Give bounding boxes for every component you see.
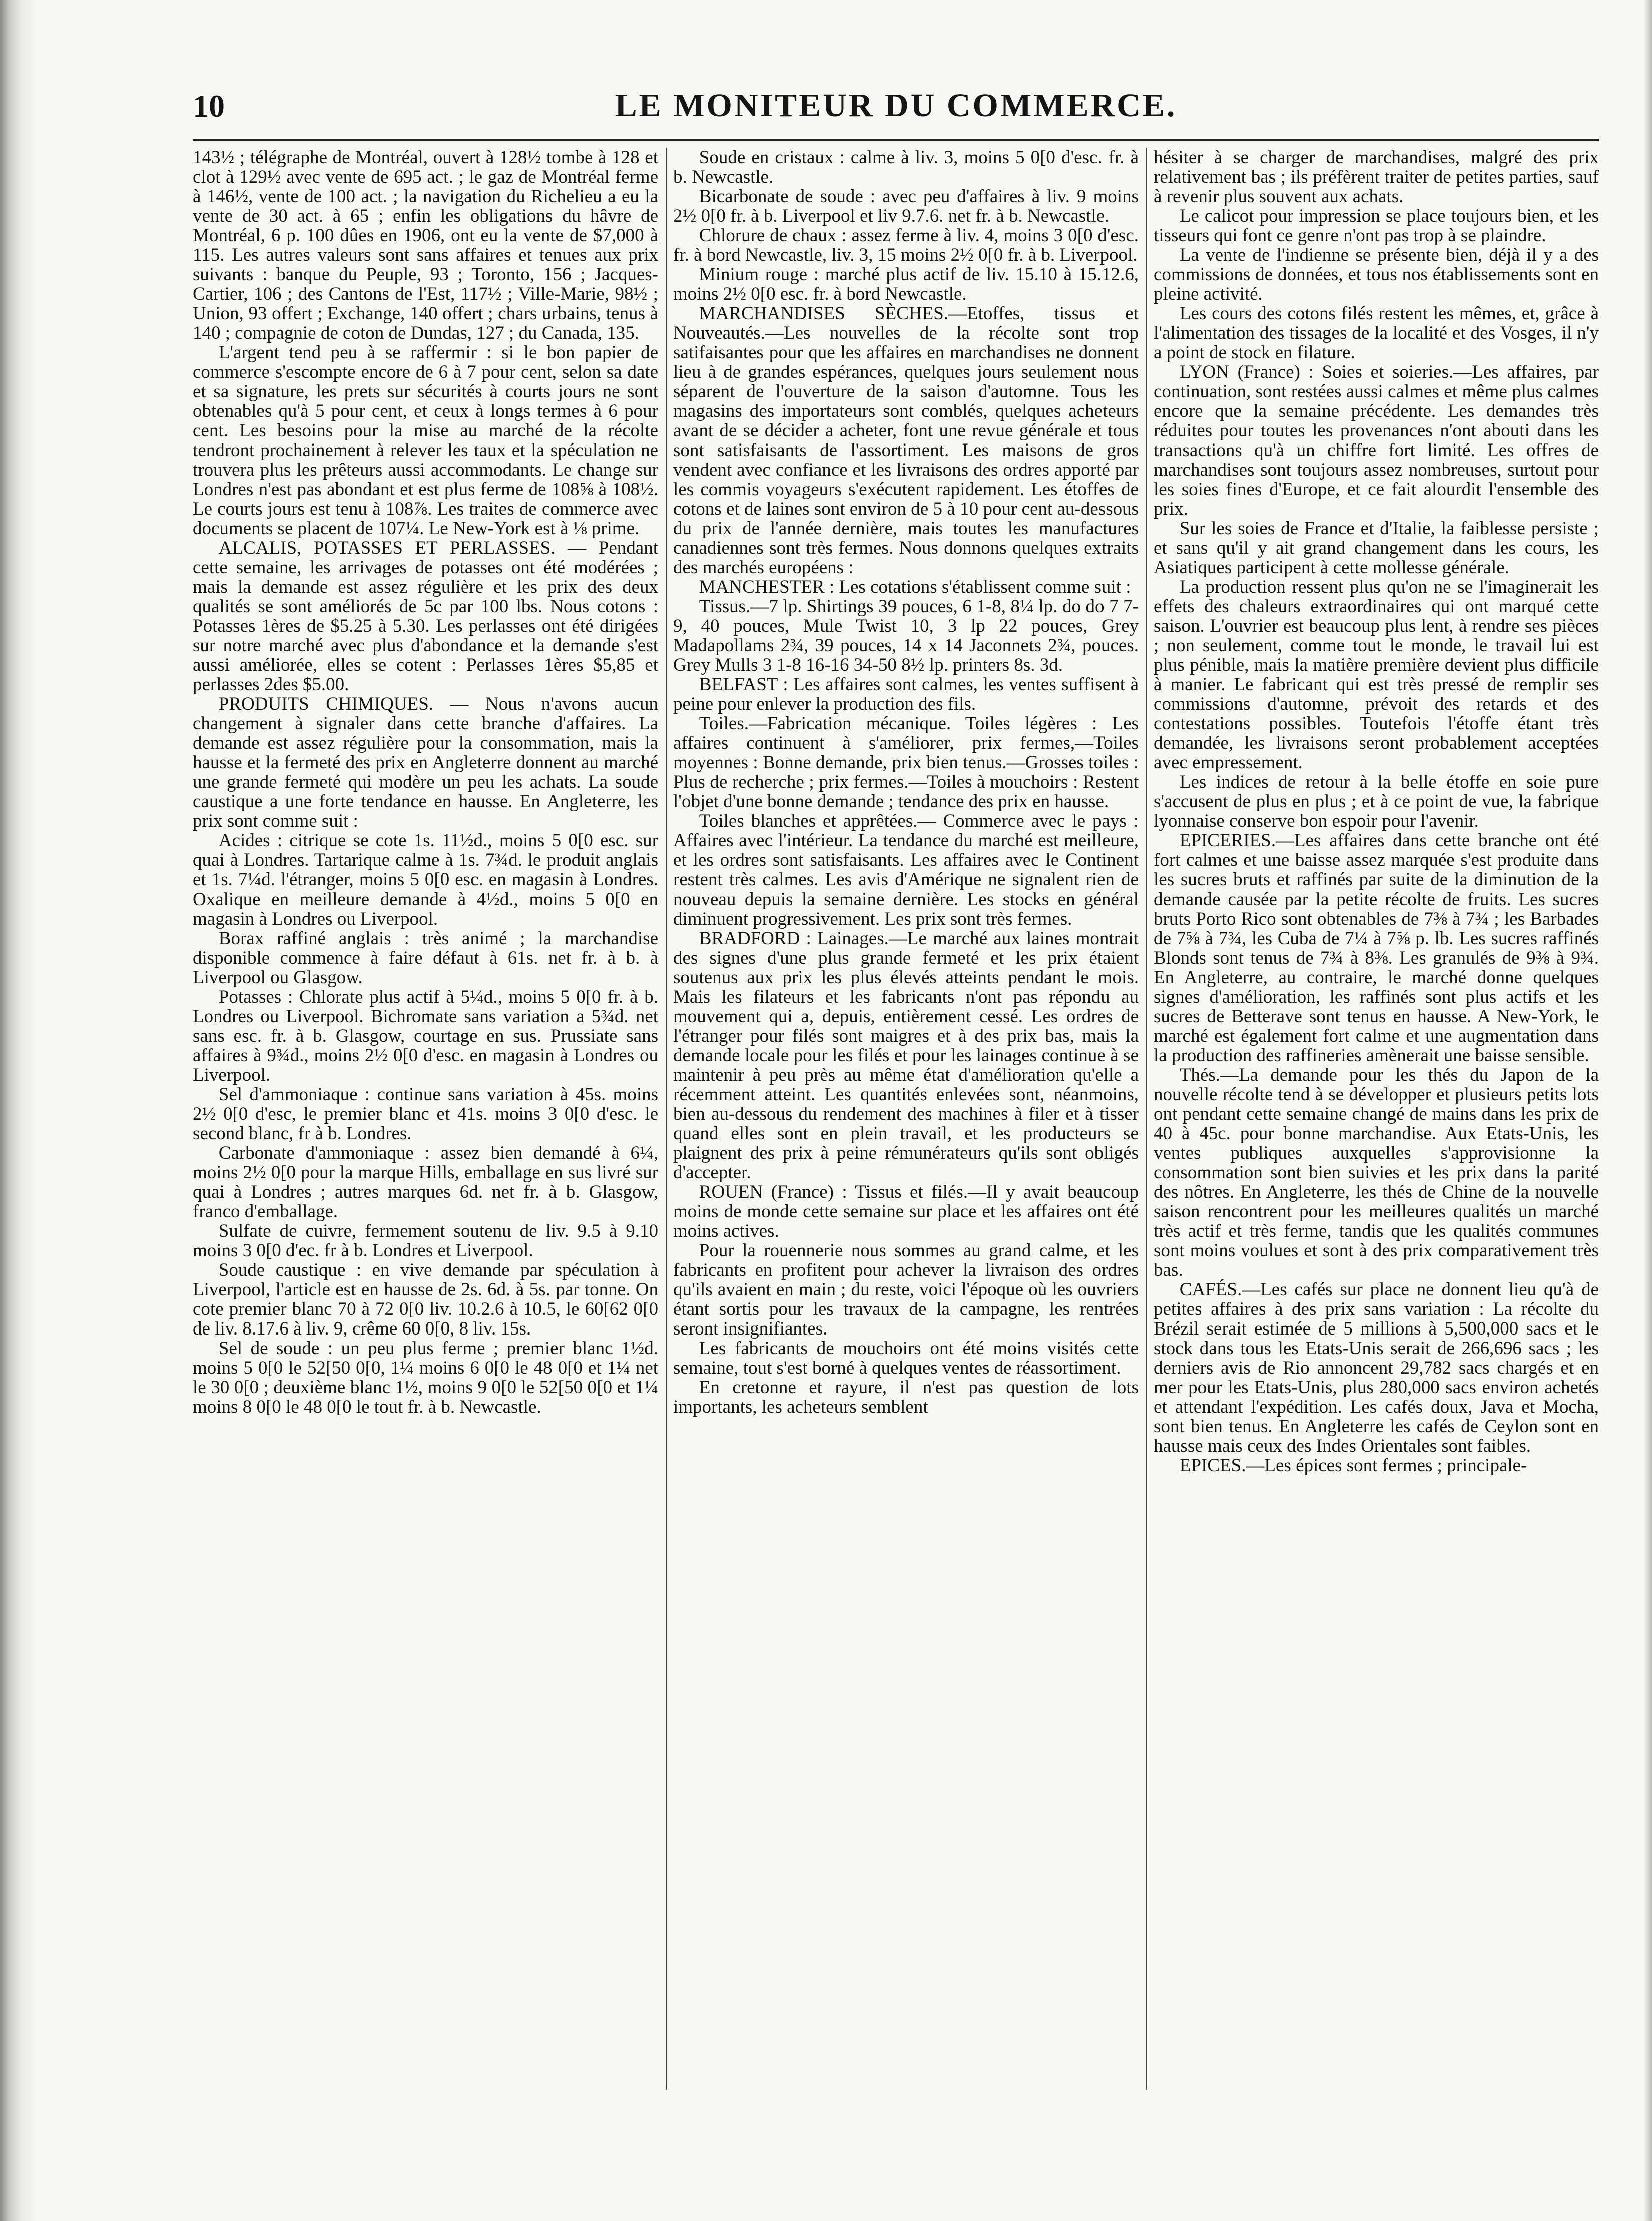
paragraph: Thés.—La demande pour les thés du Japon de la nouvelle récolte tend à se développer et plusieurs petits lots ont pendant cette semaine changé de mains dans les prix de 40 à 45c. pour bonne marchandise. Aux Etats-Unis, les ventes publiques auxquelles s'approvisionne la consommation sont bien suivies et les prix dans la parité des nôtres. En Angleterre, les thés de Chine de la nouvelle saison rencontrent pour les meilleures qualités un marché très actif et très ferme, tandis que les qualités communes sont moins voulues et sont à des prix comparativement très bas. <box>1154 1065 1599 1280</box>
paragraph: BRADFORD : Lainages.—Le marché aux laines montrait des signes d'une plus grande fermeté et les prix étaient soutenus aux prix les plus élevés atteints pendant le mois. Mais les filateurs et les fabricants n'ont pas répondu au mouvement qui a, depuis, entièrement cessé. Les ordres de l'étranger pour filés sont maigres et à des prix bas, mais la demande locale pour les filés et pour les lainages continue à se maintenir à peu près au même état d'amélioration qu'elle a récemment atteint. Les quantités enlevées sont, néanmoins, bien au-dessous du rendement des machines à filer et à tisser quand elles sont en plein travail, et les producteurs se plaignent des prix à peine rémunérateurs qu'ils sont obligés d'accepter. <box>673 928 1139 1183</box>
paragraph: 143½ ; télégraphe de Montréal, ouvert à 128½ tombe à 128 et clot à 129½ avec vente de 695 act. ; le gaz de Montréal ferme à 146½, vente de 100 act. ; la navigation du Richelieu a eu la vente de 30 act. à 65 ; enfin les obligations du hâvre de Montréal, 6 p. 100 dûes en 1906, ont eu la vente de $7,000 à 115. Les autres valeurs sont sans affaires et tenues aux prix suivants : banque du Peuple, 93 ; Toronto, 156 ; Jacques-Cartier, 106 ; des Cantons de l'Est, 117½ ; Ville-Marie, 98½ ; Union, 93 offert ; Exchange, 140 offert ; chars urbains, tenus à 140 ; compagnie de coton de Dundas, 127 ; du Canada, 135. <box>193 148 658 343</box>
paragraph: Soude en cristaux : calme à liv. 3, moins 5 0[0 d'esc. fr. à b. Newcastle. <box>673 148 1139 187</box>
column-3 <box>1154 148 1599 2090</box>
paragraph: ALCALIS, POTASSES ET PERLASSES. — Pendant cette semaine, les arrivages de potasses ont été modérées ; mais la demande est assez régulière et les prix des deux qualités se sont améliorés de 5c par 100 lbs. Nous cotons : Potasses 1ères de $5.25 à 5.30. Les perlasses ont été dirigées sur notre marché avec plus d'abondance et la demande s'est aussi améliorée, elles se cotent : Perlasses 1ères $5,85 et perlasses 2des $5.00. <box>193 538 658 695</box>
column-divider <box>666 148 667 2090</box>
paragraph: Borax raffiné anglais : très animé ; la marchandise disponible commence à faire défaut à 61s. net fr. à b. à Liverpool ou Glasgow. <box>193 928 658 988</box>
paragraph: Acides : citrique se cote 1s. 11½d., moins 5 0[0 esc. sur quai à Londres. Tartarique calme à 1s. 7¾d. le produit anglais et 1s. 7¼d. l'étranger, moins 5 0[0 esc. en magasin à Londres. Oxalique en meilleure demande à 4½d., moins 5 0[0 en magasin à Londres ou Liverpool. <box>193 830 658 929</box>
paragraph: Pour la rouennerie nous sommes au grand calme, et les fabricants en profitent pour achever la livraison des ordres qu'ils avaient en main ; du reste, voici l'époque où les ouvriers étant sortis pour les travaux de la campagne, les rentrées seront insignifiantes. <box>673 1240 1139 1339</box>
column-divider <box>1146 148 1147 2090</box>
paragraph: Sel d'ammoniaque : continue sans variation à 45s. moins 2½ 0[0 d'esc, le premier blanc et 41s. moins 3 0[0 d'esc. le second blanc, fr à b. Londres. <box>193 1084 658 1144</box>
paragraph: MANCHESTER : Les cotations s'établissent comme suit : <box>699 577 1131 597</box>
paragraph: L'argent tend peu à se raffermir : si le bon papier de commerce s'escompte encore de 6 à 7 pour cent, selon sa date et sa signature, les prets sur sécurités à courts jours ne sont obtenables qu'à 5 pour cent, et ceux à longs termes à 6 pour cent. Les besoins pour la mise au marché de la récolte tendront prochainement à relever les taux et la spéculation ne trouvera plus les prêteurs aussi accommodants. Le change sur Londres n'est pas abondant et est plus ferme de 108⅝ à 108½. Le courts jours est tenu à 108⅞. Les traites de commerce avec documents se placent de 107¼. Le New-York est à ⅛ prime. <box>193 342 658 539</box>
column-1 <box>193 148 658 2090</box>
paragraph: Bicarbonate de soude : avec peu d'affaires à liv. 9 moins 2½ 0[0 fr. à b. Liverpool et liv 9.7.6. net fr. à b. Newcastle. <box>673 186 1139 226</box>
paragraph: Sulfate de cuivre, fermement soutenu de liv. 9.5 à 9.10 moins 3 0[0 d'ec. fr à b. Londres et Liverpool. <box>193 1221 658 1261</box>
paragraph: La production ressent plus qu'on ne se l'imaginerait les effets des chaleurs extraordinaires qui ont marqué cette saison. L'ouvrier est beaucoup plus lent, à rendre ses pièces ; non seulement, comme tout le monde, le travail lui est plus pénible, mais la matière première devient plus difficile à manier. Le fabricant qui est très pressé de remplir ses commissions d'automne, prévoit des retards et des contestations possibles. Toutefois l'étoffe étant très demandée, les livraisons seront probablement acceptées avec empressement. <box>1154 577 1599 773</box>
paragraph: Les cours des cotons filés restent les mêmes, et, grâce à l'alimentation des tissages de la localité et des Vosges, il n'y a point de stock en filature. <box>1154 303 1599 363</box>
running-title: LE MONITEUR DU COMMERCE. <box>615 87 1177 124</box>
paragraph: EPICERIES.—Les affaires dans cette branche ont été fort calmes et une baisse assez marquée s'est produite dans les sucres bruts et raffinés par suite de la diminution de la demande causée par la petite récolte de fruits. Les sucres bruts Porto Rico sont obtenables de 7⅜ à 7¾ ; les Barbades de 7⅝ à 7¾, les Cuba de 7¼ à 7⅝ p. lb. Les sucres raffinés Blonds sont tenus de 7¾ à 8⅜. Les granulés de 9⅜ à 9¾. En Angleterre, au contraire, le marché donne quelques signes d'amélioration, les raffinés sont plus actifs et les sucres de Betterave sont tenus en hausse. A New-York, le marché est également fort calme et une augmentation dans la production des raffineries amènerait une baisse sensible. <box>1154 830 1599 1066</box>
paragraph: Les indices de retour à la belle étoffe en soie pure s'accusent de plus en plus ; et à ce point de vue, la fabrique lyonnaise conserve bon espoir pour l'avenir. <box>1154 772 1599 831</box>
paragraph: Potasses : Chlorate plus actif à 5¼d., moins 5 0[0 fr. à b. Londres ou Liverpool. Bichromate sans variation a 5¾d. net sans esc. fr. à b. Glasgow, courtage en sus. Prussiate sans affaires à 9¾d., moins 2½ 0[0 d'esc. en magasin à Londres ou Liverpool. <box>193 987 658 1085</box>
page-right-edge <box>1644 0 1652 2221</box>
page-header <box>193 83 1599 148</box>
paragraph: MARCHANDISES SÈCHES.—Etoffes, tissus et Nouveautés.—Les nouvelles de la récolte sont trop satifaisantes pour que les affaires en marchandises ne donnent lieu à de grandes espérances, quelques jours seulement nous séparent de l'ouverture de la saison d'automne. Tous les magasins des importateurs sont comblés, quelques acheteurs avant de se décider a acheter, font une revue générale et tous sont satisfaisants de l'assortiment. Les maisons de gros vendent avec confiance et les livraisons des ordres apporté par les commis voyageurs s'exécutent rapidement. Les étoffes de cotons et de laines sont environ de 5 à 10 pour cent au-dessous du prix de l'année dernière, mais toutes les manufactures canadiennes sont très fermes. Nous donnons quelques extraits des marchés européens : <box>673 303 1139 578</box>
paragraph: Toiles.—Fabrication mécanique. Toiles légères : Les affaires continuent à s'améliorer, prix fermes,—Toiles moyennes : Bonne demande, prix bien tenus.—Grosses toiles : Plus de recherche ; prix fermes.—Toiles à mouchoirs : Restent l'objet d'une bonne demande ; tendance des prix en hausse. <box>673 713 1139 812</box>
paragraph: Le calicot pour impression se place toujours bien, et les tisseurs qui font ce genre n'ont pas trop à se plaindre. <box>1154 206 1599 246</box>
paragraph: hésiter à se charger de marchandises, malgré des prix relativement bas ; ils préfèrent traiter de petites parties, sauf à revenir plus souvent aux achats. <box>1154 148 1599 207</box>
paragraph: Soude caustique : en vive demande par spéculation à Liverpool, l'article est en hausse de 2s. 6d. à 5s. par tonne. On cote premier blanc 70 à 72 0[0 liv. 10.2.6 à 10.5, le 60[62 0[0 de liv. 8.17.6 à liv. 9, crême 60 0[0, 8 liv. 15s. <box>193 1260 658 1339</box>
paragraph: EPICES.—Les épices sont fermes ; principale- <box>1179 1455 1527 1476</box>
page-binding-edge <box>0 0 35 2221</box>
page-number: 10 <box>193 88 225 124</box>
column-2 <box>673 148 1139 2090</box>
paragraph: Carbonate d'ammoniaque : assez bien demandé à 6¼, moins 2½ 0[0 pour la marque Hills, emballage en sus livré sur quai à Londres ; autres marques 6d. net fr. à b. Glasgow, franco d'emballage. <box>193 1143 658 1222</box>
paragraph: CAFÉS.—Les cafés sur place ne donnent lieu qu'à de petites affaires à des prix sans variation : La récolte du Brézil serait estimée de 5 millions à 5,500,000 sacs et le stock dans tous les Etats-Unis serait de 266,696 sacs ; les derniers avis de Rio annoncent 29,782 sacs chargés et en mer pour les Etats-Unis, plus 280,000 sacs environ achetés et attendant l'expédition. Les cafés doux, Java et Mocha, sont bien tenus. En Angleterre les cafés de Ceylon sont en hausse mais ceux des Indes Orientales sont faibles. <box>1154 1279 1599 1456</box>
paragraph: Tissus.—7 lp. Shirtings 39 pouces, 6 1-8, 8¼ lp. do do 7 7-9, 40 pouces, Mule Twist 10, 3 lp 22 pouces, Grey Madapollams 2¾, 39 pouces, 14 x 14 Jaconnets 2¾, pouces. Grey Mulls 3 1-8 16-16 34-50 8½ lp. printers 8s. 3d. <box>673 596 1139 675</box>
paragraph: Sel de soude : un peu plus ferme ; premier blanc 1½d. moins 5 0[0 le 52[50 0[0, 1¼ moins 6 0[0 le 48 0[0 et 1¼ net le 30 0[0 ; deuxième blanc 1½, moins 9 0[0 le 52[50 0[0 et 1¼ moins 8 0[0 le 48 0[0 le tout fr. à b. Newcastle. <box>193 1338 658 1417</box>
paragraph: PRODUITS CHIMIQUES. — Nous n'avons aucun changement à signaler dans cette branche d'affaires. La demande est assez régulière pour la consommation, mais la hausse et la fermeté des prix en Angleterre donnent au marché une grande fermeté qui modère un peu les achats. La soude caustique a une forte tendance en hausse. En Angleterre, les prix sont comme suit : <box>193 694 658 831</box>
paragraph: En cretonne et rayure, il n'est pas question de lots importants, les acheteurs semblent <box>673 1377 1139 1417</box>
paragraph: BELFAST : Les affaires sont calmes, les ventes suffisent à peine pour enlever la production des fils. <box>673 674 1139 714</box>
paragraph: La vente de l'indienne se présente bien, déjà il y a des commissions de données, et tous nos établissements sont en pleine activité. <box>1154 245 1599 304</box>
paragraph: Chlorure de chaux : assez ferme à liv. 4, moins 3 0[0 d'esc. fr. à bord Newcastle, liv. 3, 15 moins 2½ 0[0 fr. à b. Liverpool. <box>673 225 1139 265</box>
paragraph: Toiles blanches et apprêtées.— Commerce avec le pays : Affaires avec l'intérieur. La tendance du marché est meilleure, et les ordres sont satisfaisants. Les affaires avec le Continent restent très calmes. Les avis d'Amérique ne signalent rien de nouveau depuis la semaine dernière. Les stocks en général diminuent progressivement. Les prix sont très fermes. <box>673 811 1139 929</box>
paragraph: Sur les soies de France et d'Italie, la faiblesse persiste ; et sans qu'il y ait grand changement dans les cours, les Asiatiques participent à cette mollesse générale. <box>1154 518 1599 578</box>
paragraph: LYON (France) : Soies et soieries.—Les affaires, par continuation, sont restées aussi calmes et même plus calmes encore que la semaine précédente. Les demandes très réduites pour toutes les provenances n'ont abouti dans les transactions qu'à un chiffre fort limité. Les offres de marchandises sont toujours assez nombreuses, surtout pour les soies fines d'Europe, et ce fait alourdit l'ensemble des prix. <box>1154 362 1599 519</box>
paragraph: Minium rouge : marché plus actif de liv. 15.10 à 15.12.6, moins 2½ 0[0 esc. fr. à bord Newcastle. <box>673 264 1139 304</box>
paragraph: Les fabricants de mouchoirs ont été moins visités cette semaine, tout s'est borné à quelques ventes de réassortiment. <box>673 1338 1139 1378</box>
header-rule <box>193 139 1599 141</box>
paragraph: ROUEN (France) : Tissus et filés.—Il y avait beaucoup moins de monde cette semaine sur place et les affaires ont été moins actives. <box>673 1182 1139 1241</box>
